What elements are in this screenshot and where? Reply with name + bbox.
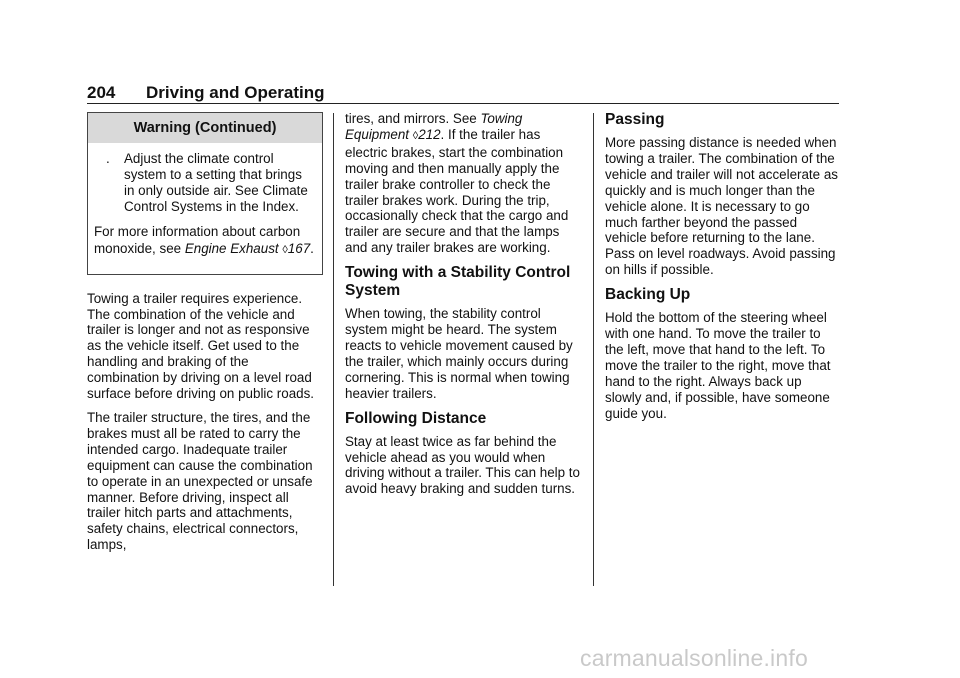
following-distance-paragraph: Stay at least twice as far behind the vehicle ahead as you would when driving without a trailer. This can help to avoid heavy braking and sudden turns. <box>345 433 580 497</box>
backing-up-heading: Backing Up <box>605 286 691 304</box>
chapter-title: Driving and Operating <box>146 83 325 102</box>
page-reference-arrow-icon: ◊ <box>282 244 288 257</box>
warning-more-suffix: . <box>310 241 314 257</box>
column-2 <box>345 111 581 505</box>
trailer-structure-paragraph: The trailer structure, the tires, and the brakes must all be rated to carry the intended cargo. Inadequate trailer equipment can cause the combination to operate in an unexpected or unsafe manner. Before driving, inspect all trailer hitch parts and attachments, safety chains, electrical connectors, lamps, <box>87 409 313 553</box>
stability-control-paragraph: When towing, the stability control system might be heard. The system reacts to vehicle movement caused by the trailer, which mainly occurs during cornering. This is normal when towing heavier trailers. <box>345 306 573 401</box>
towing-equipment-link[interactable]: Towing Equipment <box>345 111 523 142</box>
passing-paragraph: More passing distance is needed when towing a trailer. The combination of the vehicle and trailer will not accelerate as quickly and is much longer than the vehicle alone. It is necessary to go much farther beyond the passed vehicle before returning to the lane. Pass on level roadways. Avoid passing on hills if possible. <box>605 135 838 278</box>
column-divider <box>333 113 334 586</box>
warning-box <box>87 112 323 275</box>
passing-heading: Passing <box>605 111 665 128</box>
continued-text: tires, and mirrors. See <box>345 111 481 126</box>
warning-title: Warning (Continued) <box>88 113 322 143</box>
towing-experience-paragraph: Towing a trailer requires experience. The combination of the vehicle and trailer is longer and not as responsive as the vehicle itself. Get used to the handling and braking of the combination by driving on a level road surface before driving on public roads. <box>87 290 315 402</box>
column-1 <box>87 108 323 561</box>
warning-more-text: For more information about carbon monoxide, see <box>94 223 301 257</box>
warning-bullet-item <box>94 151 316 215</box>
backing-up-paragraph: Hold the bottom of the steering wheel with one hand. To move the trailer to the left, move that hand to the left. To move the trailer to the right, move that hand to the right. Always back up slowly and, if possible, have someone guide you. <box>605 310 831 421</box>
towing-equipment-page-ref[interactable]: 212 <box>418 126 441 142</box>
warning-body <box>88 143 322 274</box>
page-header <box>87 83 839 103</box>
watermark: carmanualsonline.info <box>580 645 808 671</box>
column-divider <box>593 113 594 586</box>
column-3 <box>605 111 841 430</box>
page-reference-arrow-icon: ◊ <box>412 129 419 142</box>
warning-bullet-text: Adjust the climate control system to a setting that brings in only outside air. See Climate Control Systems in the Index. <box>124 151 308 214</box>
header-rule <box>87 103 839 104</box>
bullet-icon: . <box>106 151 110 166</box>
warning-more-info <box>94 223 316 260</box>
engine-exhaust-link[interactable]: Engine Exhaust <box>184 241 279 257</box>
continued-text-rest: . If the trailer has electric brakes, start the combination moving and then manually apply the trailer brake controller to check the trailer brakes work. During the trip, occasionally check that the cargo and trailer are secure and that the lamps and any trailer brakes are working. <box>345 126 569 256</box>
stability-control-heading: Towing with a Stability Control System <box>345 264 571 300</box>
continued-paragraph <box>345 111 581 256</box>
engine-exhaust-page-ref[interactable]: 167 <box>287 241 311 257</box>
page-number: 204 <box>87 83 116 102</box>
following-distance-heading: Following Distance <box>345 409 487 427</box>
